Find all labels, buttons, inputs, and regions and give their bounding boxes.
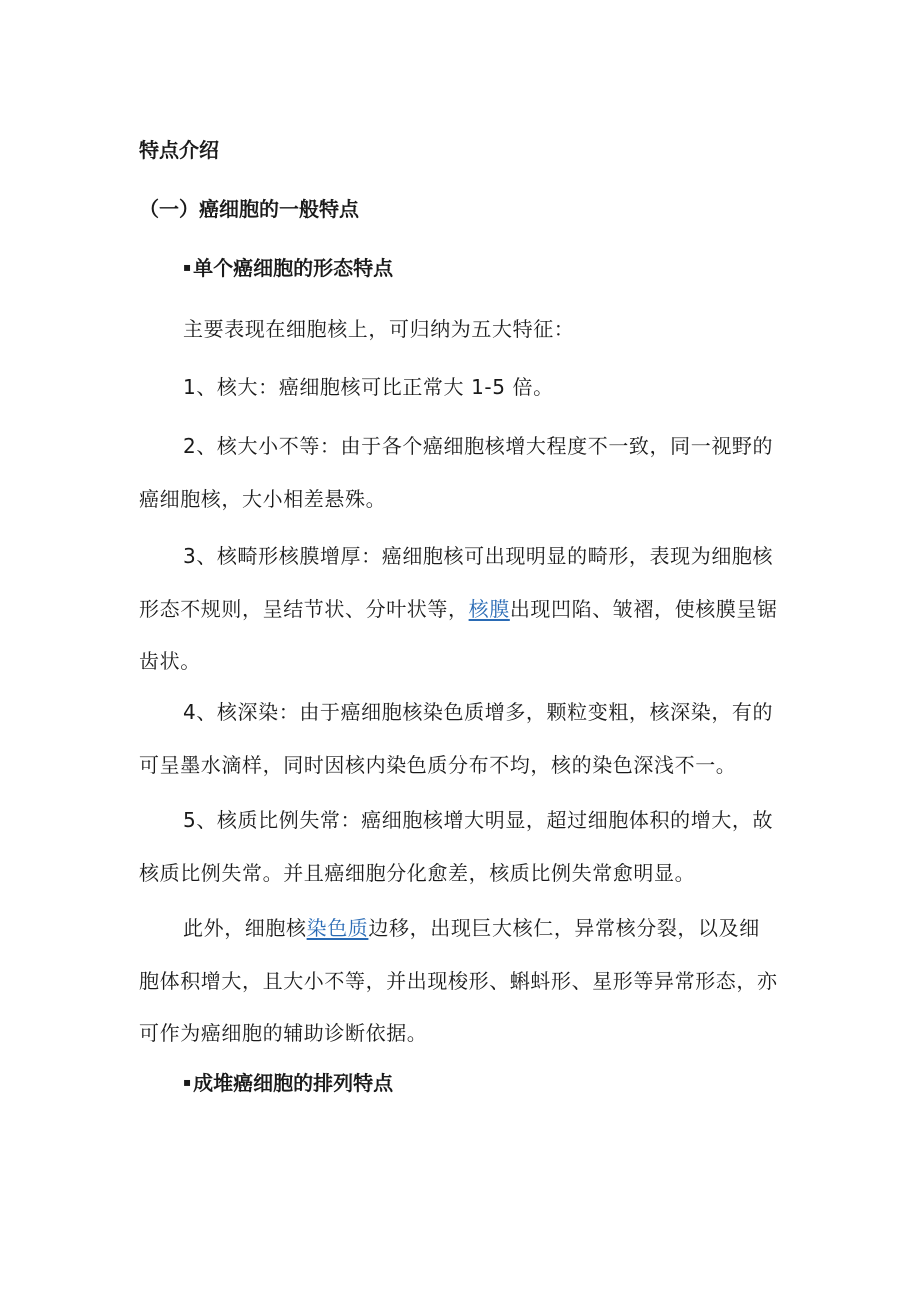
nuclear-membrane-link[interactable]: 核膜 bbox=[468, 596, 510, 621]
subsection-heading-label: 成堆癌细胞的排列特点 bbox=[193, 1071, 394, 1095]
subsection-heading-single-cell bbox=[183, 256, 393, 283]
feature-item-1: 1、核大：癌细胞核可比正常大 1-5 倍。 bbox=[183, 375, 554, 399]
feature-item-4: 4、核深染：由于癌细胞核染色质增多，颗粒变粗，核深染，有的可呈墨水滴样，同时因核内染色质分布不均，核的染色深浅不一。 bbox=[139, 700, 774, 777]
feature-item-3 bbox=[139, 530, 779, 688]
extra-features-paragraph bbox=[139, 902, 779, 1060]
page-title: 特点介绍 bbox=[139, 138, 219, 162]
subsection-heading-label: 单个癌细胞的形态特点 bbox=[193, 256, 394, 280]
feature-item-2: 2、核大小不等：由于各个癌细胞核增大程度不一致，同一视野的癌细胞核，大小相差悬殊。 bbox=[139, 434, 774, 511]
intro-paragraph: 主要表现在细胞核上，可归纳为五大特征： bbox=[183, 317, 575, 341]
subsection-heading-cluster-arrangement bbox=[183, 1071, 393, 1098]
bullet-icon: ▪ bbox=[183, 1075, 192, 1089]
extra-text-after: 边移，出现巨大核仁，异常核分裂，以及细胞体积增大，且大小不等，并出现梭形、蝌蚪形、星形等异常形态，亦可作为癌细胞的辅助诊断依据。 bbox=[139, 916, 778, 1045]
bullet-icon: ▪ bbox=[183, 260, 192, 274]
feature-item-3-text-after: 出现凹陷、皱褶，使核膜呈锯齿状。 bbox=[139, 596, 778, 673]
feature-item-5: 5、核质比例失常：癌细胞核增大明显，超过细胞体积的增大，故核质比例失常。并且癌细胞分化愈差，核质比例失常愈明显。 bbox=[139, 808, 774, 885]
section-heading-general-features: （一）癌细胞的一般特点 bbox=[139, 197, 359, 221]
chromatin-link[interactable]: 染色质 bbox=[306, 916, 369, 940]
extra-text-before: 此外，细胞核 bbox=[183, 916, 307, 940]
feature-item-3-text-before: 3、核畸形核膜增厚：癌细胞核可出现明显的畸形，表现为细胞核形态不规则，呈结节状、分叶状等， bbox=[139, 544, 774, 621]
